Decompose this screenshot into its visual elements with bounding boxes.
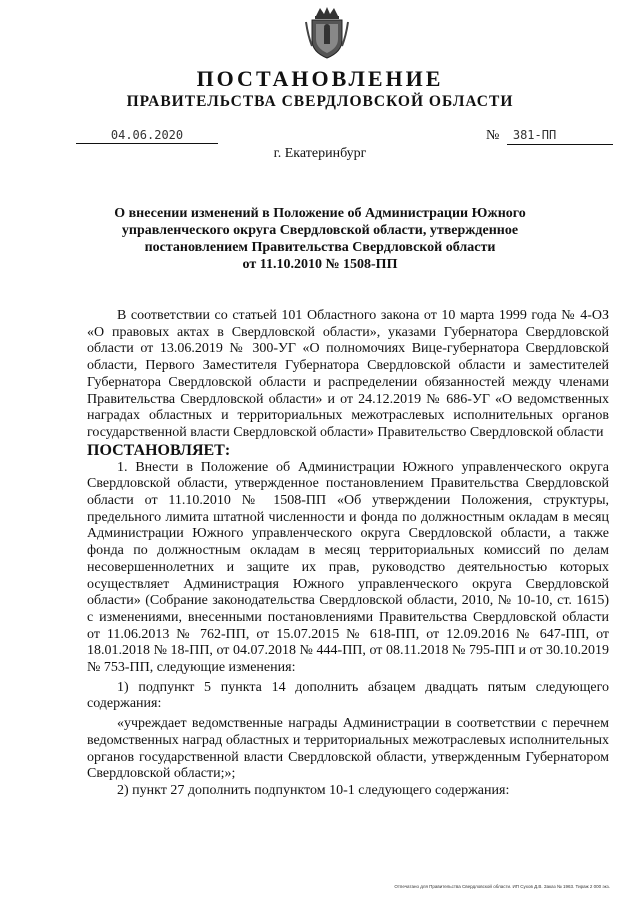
item-1-paragraph: 1. Внести в Положение об Администрации Южного управленческого округа Свердловской области, утвержденное постановлением Правительства Свердловской области от 11.10.2010 № 1508-ПП «Об утверждении Положения, структуры, предельного лимита штатной численности и фонда по должностным окладам в месяц Администрации Южного управленческого округа Свердловской области, а также фонда по должностным окладам в месяц территориальных комиссий по делам несовершеннолетних и защите их прав, руководство деятельностью которых осуществляет Администрация Южного управленческого округа Свердловской области» (Собрание законодательства Свердловской области, 2010, № 10-10, ст. 1615) с изменениями, внесенными постановлениями Правительства Свердловской области от 11.06.2013 № 762-ПП, от 15.07.2015 № 618-ПП, от 12.09.2016 № 647-ПП, от 18.01.2018 № 18-ПП, от 04.07.2018 № 444-ПП, от 08.11.2018 № 795-ПП и от 30.10.2019 № 753-ПП, следующие изменения: xyxy=(87,459,609,676)
resolve-heading: ПОСТАНОВЛЯЕТ: xyxy=(87,441,231,459)
city-line: г. Екатеринбург xyxy=(273,146,367,161)
preamble-paragraph: В соответствии со статьей 101 Областного закона от 10 марта 1999 года № 4-ОЗ «О правовых актах в Свердловской области», указами Губернатора Свердловской области от 13.06.2019 № 300-УГ «О полномочиях Вице-губернатора Свердловской области, Первого Заместителя Губернатора Свердловской области и заместителей Губернатора Свердловской области и распределении обязанностей между членами Правительства Свердловской области» и от 24.12.2019 № 686-УГ «О ведомственных наградах областных и территориальных межотраслевых исполнительных органов государственной власти Свердловской области» Правительство Свердловской области xyxy=(87,308,609,440)
heading-line-3: постановлением Правительства Свердловской области xyxy=(144,240,496,255)
document-type-title: ПОСТАНОВЛЕНИЕ xyxy=(196,66,444,91)
document-number-field xyxy=(507,126,613,145)
issuing-authority: ПРАВИТЕЛЬСТВА СВЕРДЛОВСКОЙ ОБЛАСТИ xyxy=(126,93,514,110)
document-body xyxy=(87,308,609,800)
document-date: 04.06.2020 xyxy=(76,127,218,144)
heading-line-4: от 11.10.2010 № 1508-ПП xyxy=(242,257,398,272)
print-imprint: Отпечатано для Правительства Свердловской области. ИП Сухов Д.В. Заказ № 1963. Тираж 2 000 экз. xyxy=(394,884,610,889)
document-number: 381-ПП xyxy=(512,128,557,142)
number-label: № xyxy=(486,128,500,143)
quoted-text-paragraph: «учреждает ведомственные награды Администрации в соответствии с перечнем ведомственных наград областных и территориальных межотраслевых исполнительных органов государственной власти Свердловской области, утвержденным Губернатором Свердловской области;»; xyxy=(87,716,609,782)
heading-line-1: О внесении изменений в Положение об Администрации Южного xyxy=(114,206,526,221)
document-number-block xyxy=(486,126,613,145)
heading-line-2: управленческого округа Свердловской области, утвержденное xyxy=(121,223,519,238)
document-heading xyxy=(100,205,540,273)
subitem-1-paragraph: 1) подпункт 5 пункта 14 дополнить абзацем двадцать пятым следующего содержания: xyxy=(87,679,609,712)
subitem-2-paragraph: 2) пункт 27 дополнить подпунктом 10-1 следующего содержания: xyxy=(117,782,510,798)
coat-of-arms-icon xyxy=(304,6,350,60)
